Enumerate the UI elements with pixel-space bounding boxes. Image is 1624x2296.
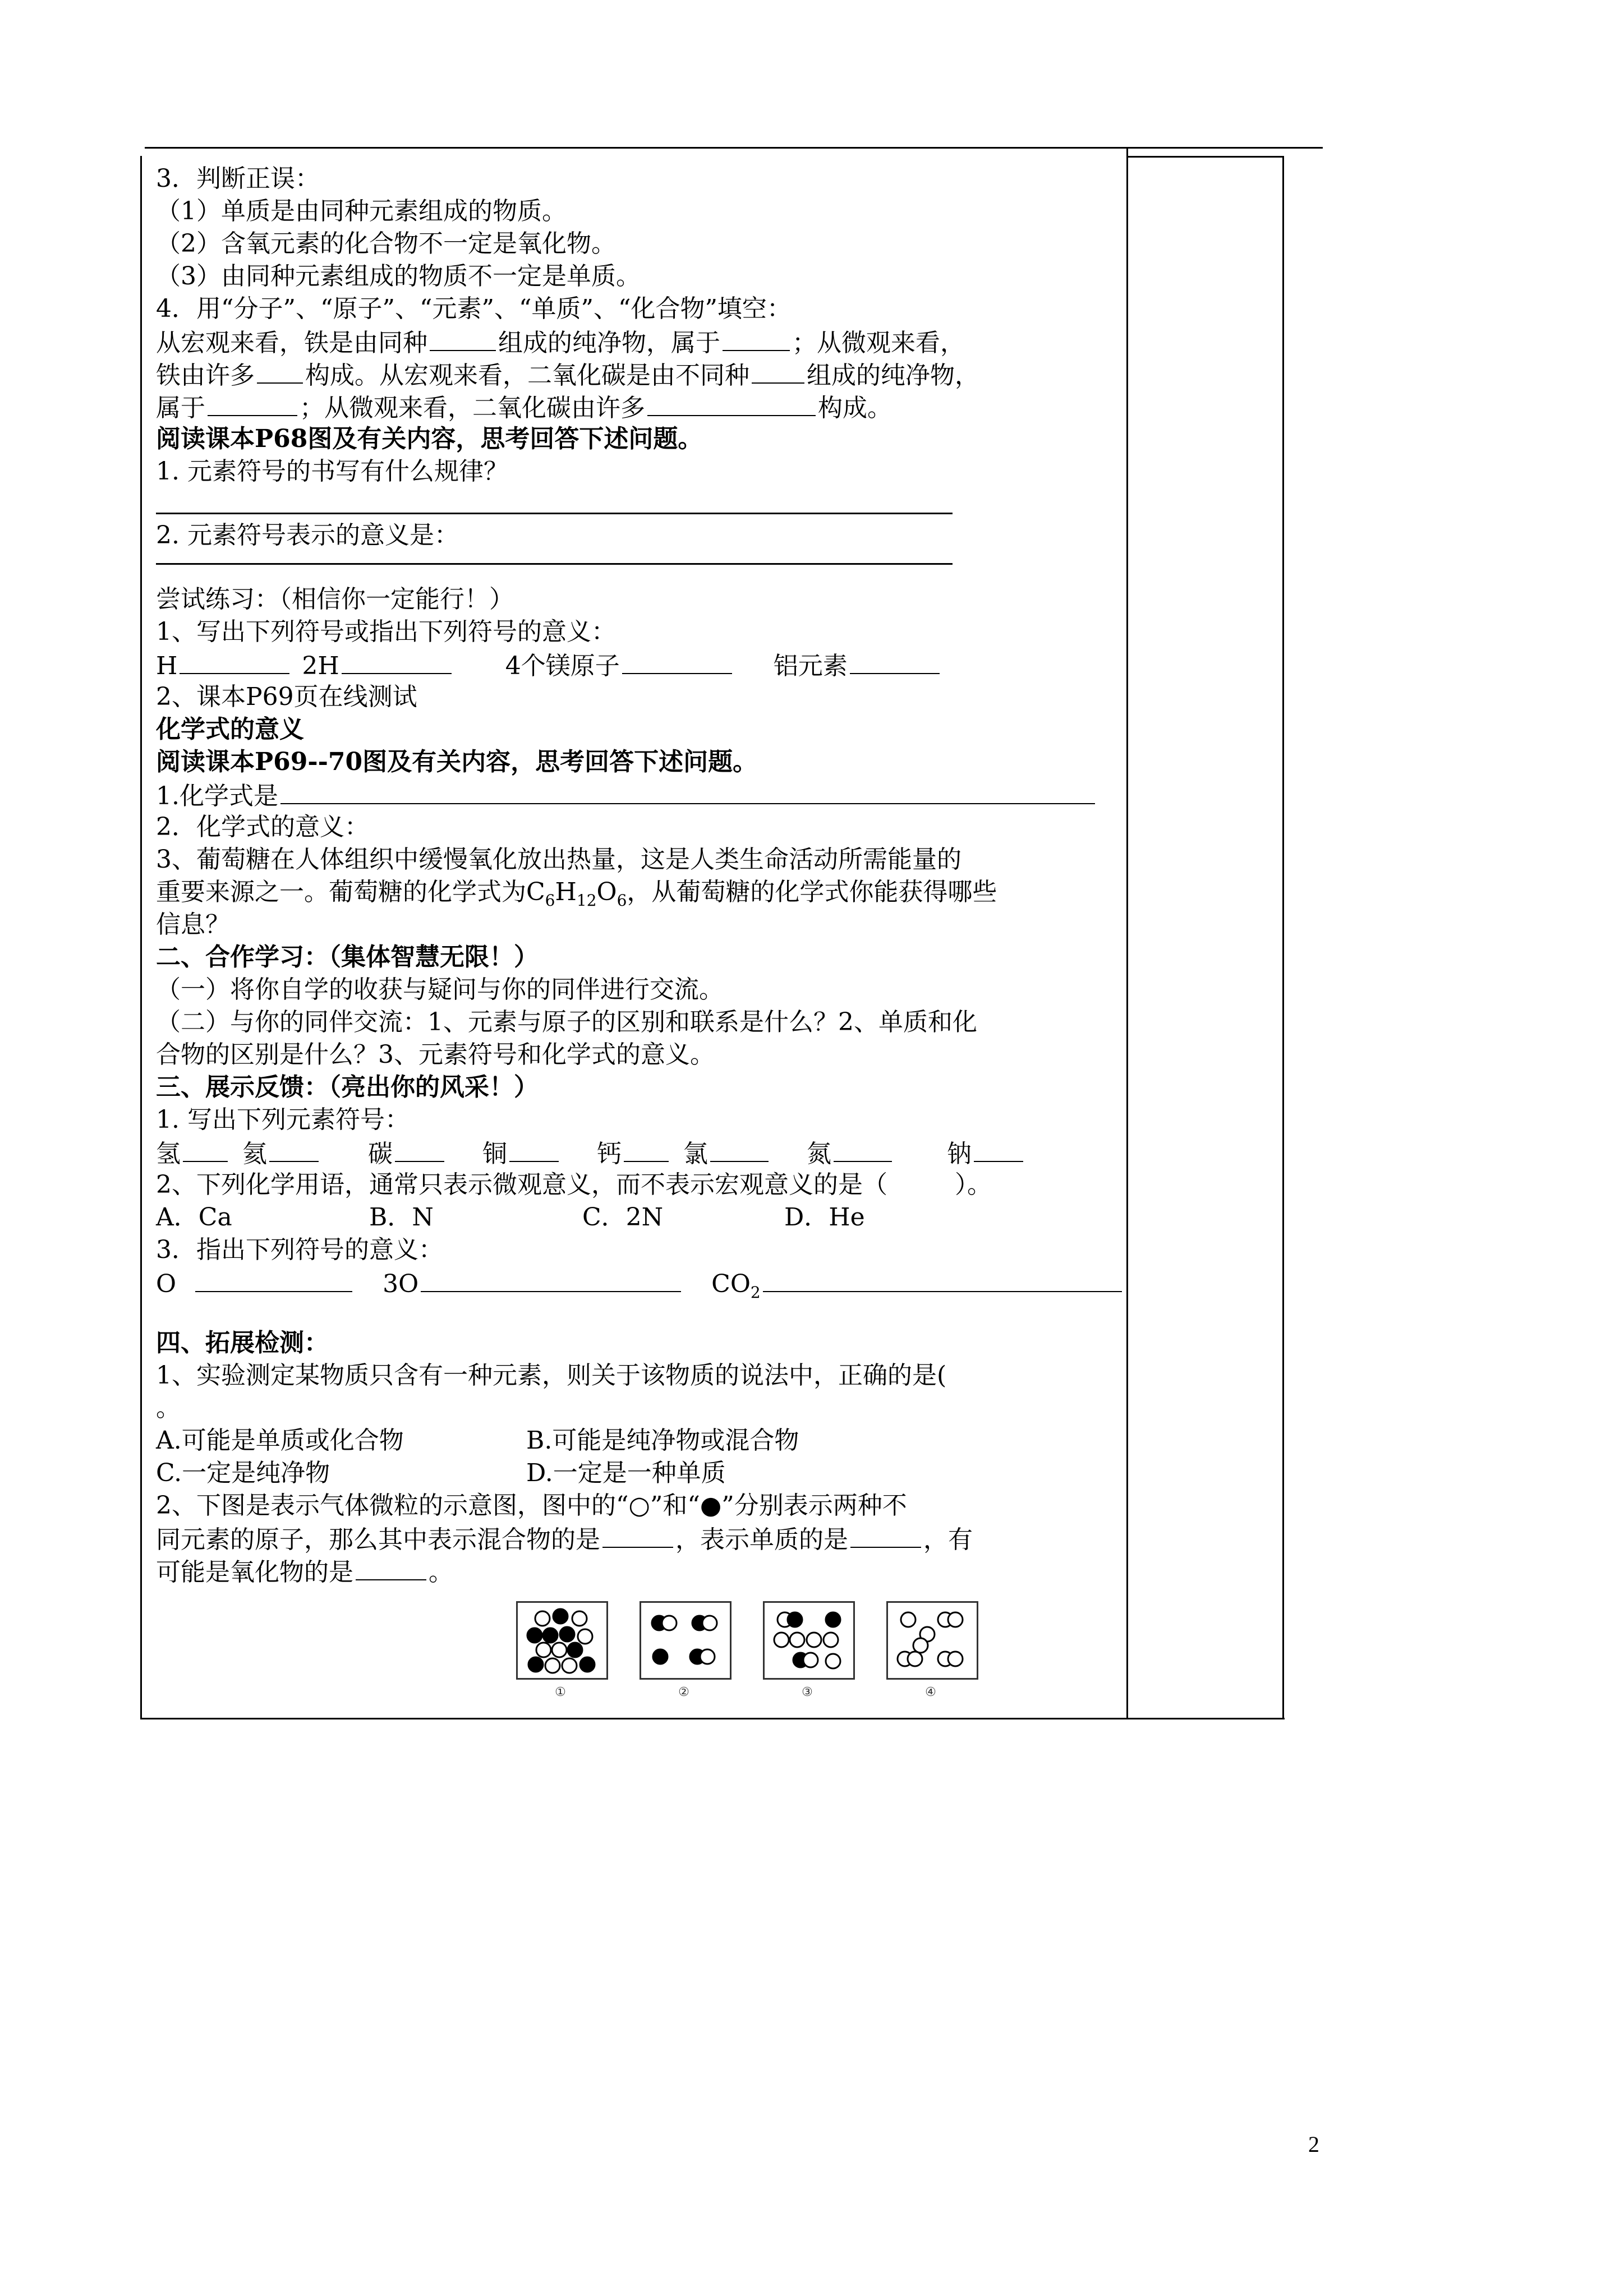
line-22: 信息？ <box>156 910 230 939</box>
table-bottom-border <box>140 1718 1285 1719</box>
element-item <box>482 1140 561 1168</box>
diagram-box-3 <box>763 1601 855 1680</box>
element-item <box>156 1140 230 1168</box>
line-35: 1、实验测定某物质只含有一种元素，则关于该物质的说法中，正确的是( <box>156 1361 947 1390</box>
line-15: 2、课本P69页在线测试 <box>156 683 417 711</box>
diagram-box-1 <box>516 1601 608 1680</box>
blank-field[interactable] <box>624 1136 669 1162</box>
line-1: 3．判断正误： <box>156 164 320 193</box>
blank-field[interactable] <box>763 1266 1122 1292</box>
subscript: 6 <box>545 891 555 910</box>
element-item <box>242 1140 321 1168</box>
text: 氦 <box>242 1140 267 1168</box>
blank-field[interactable] <box>269 1136 319 1162</box>
text: 组成的纯净物， <box>807 361 979 390</box>
diagram-box-2 <box>640 1601 732 1680</box>
line-38 <box>156 1457 1132 1490</box>
text: 构成。从宏观来看，二氧化碳是由不同种 <box>305 361 749 390</box>
element-item <box>947 1140 1025 1168</box>
diagram-label-2: ② <box>678 1685 689 1699</box>
line-11: 2. 元素符号表示的意义是： <box>156 521 459 550</box>
diagram-3-particles <box>765 1603 853 1678</box>
blank-field[interactable] <box>974 1136 1023 1162</box>
diagram-label-1: ① <box>555 1685 566 1699</box>
option-a: A．Ca <box>156 1203 232 1232</box>
blank-field[interactable] <box>710 1136 769 1162</box>
text: 碳 <box>368 1140 393 1168</box>
line-7 <box>156 358 1132 390</box>
blank-field[interactable] <box>647 390 816 416</box>
blank-field[interactable] <box>421 1266 681 1292</box>
text: 构成。 <box>818 394 892 422</box>
table-right-top <box>1126 156 1283 158</box>
line-5: 4．用“分子”、“原子”、“元素”、“单质”、“化合物”填空： <box>156 294 792 323</box>
text: 氮 <box>807 1140 831 1168</box>
text: 铝元素 <box>773 652 848 680</box>
diagram-label-3: ③ <box>802 1685 813 1699</box>
blank-field[interactable] <box>208 390 297 416</box>
blank-field[interactable] <box>257 358 303 384</box>
option-c: C．2N <box>582 1203 664 1232</box>
line-37 <box>156 1424 1132 1457</box>
diagram-2-particles <box>641 1603 730 1678</box>
option-b: B．N <box>369 1203 434 1232</box>
text: ，有 <box>923 1525 973 1554</box>
answer-line-2[interactable] <box>156 552 1132 583</box>
blank-field[interactable] <box>850 1522 921 1548</box>
text: 4个镁原子 <box>505 652 620 680</box>
line-24: （一）将你自学的收获与疑问与你的同伴进行交流。 <box>156 975 724 1004</box>
blank-field[interactable] <box>602 1522 673 1548</box>
text: 氯 <box>683 1140 708 1168</box>
text: ，从葡萄糖的化学式你能获得哪些 <box>627 878 997 906</box>
line-17: 阅读课本P69--70图及有关内容，思考回答下述问题。 <box>156 748 758 776</box>
text: CO <box>711 1270 751 1298</box>
line-3: （2）含氧元素的化合物不一定是氧化物。 <box>156 229 616 258</box>
table-left-border <box>140 156 142 1719</box>
blank-field[interactable] <box>356 1555 426 1580</box>
line-36: 。 <box>156 1394 181 1422</box>
worksheet-content <box>156 156 1132 1587</box>
text: 铁由许多 <box>156 361 255 390</box>
blank-field[interactable] <box>622 648 732 674</box>
text: ，表示单质的是 <box>675 1525 848 1554</box>
option-a: A.可能是单质或化合物 <box>156 1426 404 1455</box>
blank-field[interactable] <box>180 648 289 674</box>
text: H <box>156 652 178 680</box>
option-c: C.一定是纯净物 <box>156 1459 330 1487</box>
element-item <box>368 1140 447 1168</box>
text: H <box>555 878 577 906</box>
subscript: 12 <box>576 891 597 910</box>
element-item <box>597 1140 671 1168</box>
text: 组成的纯净物，属于 <box>498 329 720 357</box>
diagram-label-4: ④ <box>925 1685 936 1699</box>
line-27: 三、展示反馈：（亮出你的风采！） <box>156 1073 539 1101</box>
text: 同元素的原子，那么其中表示混合物的是 <box>156 1525 600 1554</box>
particle-diagram-figure <box>516 1601 976 1713</box>
top-rule <box>145 147 1323 149</box>
blank-field[interactable] <box>395 1136 444 1162</box>
line-4: （3）由同种元素组成的物质不一定是单质。 <box>156 262 641 291</box>
line-6 <box>156 325 1132 358</box>
line-28: 1. 写出下列元素符号： <box>156 1105 410 1134</box>
line-34: 四、拓展检测： <box>156 1329 329 1357</box>
line-33 <box>156 1266 1132 1302</box>
text: 钙 <box>597 1140 622 1168</box>
line-19: 2．化学式的意义： <box>156 813 369 841</box>
text: 3O <box>383 1270 419 1298</box>
text: 从宏观来看，铁是由同种 <box>156 329 427 357</box>
text: 1.化学式是 <box>156 782 278 810</box>
blank-field[interactable] <box>723 325 790 351</box>
line-8 <box>156 390 1132 423</box>
text: 铜 <box>482 1140 507 1168</box>
blank-field[interactable] <box>183 1136 228 1162</box>
line-39: 2、下图是表示气体微粒的示意图，图中的“○”和“●”分别表示两种不 <box>156 1491 907 1520</box>
table-right-border <box>1282 156 1284 1719</box>
answer-line-1[interactable] <box>156 488 1132 519</box>
line-40 <box>156 1522 1132 1555</box>
text: ）。 <box>955 1170 992 1199</box>
element-item <box>683 1140 771 1168</box>
text: 钠 <box>947 1140 972 1168</box>
line-25: （二）与你的同伴交流：1、元素与原子的区别和联系是什么？2、单质和化 <box>156 1008 977 1036</box>
text: 。 <box>429 1558 453 1587</box>
line-21 <box>156 876 1132 909</box>
option-d: D.一定是一种单质 <box>526 1459 726 1487</box>
blank-field[interactable] <box>195 1266 352 1292</box>
spacer <box>156 1299 1132 1327</box>
diagram-box-4 <box>886 1601 978 1680</box>
blank-field[interactable] <box>509 1136 559 1162</box>
page-number: 2 <box>1308 2132 1319 2157</box>
text: O <box>156 1270 177 1298</box>
text: O <box>596 878 617 906</box>
subscript: 2 <box>750 1283 761 1302</box>
line-18 <box>156 778 1132 811</box>
line-26: 合物的区别是什么？3、元素符号和化学式的意义。 <box>156 1040 715 1069</box>
text: ；从微观来看， <box>792 329 965 357</box>
line-29 <box>156 1136 1132 1169</box>
text: 属于 <box>156 394 205 422</box>
blank-field[interactable] <box>850 648 940 674</box>
line-14 <box>156 648 1132 681</box>
blank-field[interactable] <box>430 325 496 351</box>
line-12: 尝试练习：（相信你一定能行！） <box>156 585 514 614</box>
text: 2H <box>302 652 339 680</box>
line-9: 阅读课本P68图及有关内容，思考回答下述问题。 <box>156 425 703 453</box>
option-b: B.可能是纯净物或混合物 <box>526 1426 799 1455</box>
element-item <box>807 1140 894 1168</box>
diagram-4-particles <box>888 1603 977 1678</box>
line-41 <box>156 1555 1132 1587</box>
text: ；从微观来看，二氧化碳由许多 <box>300 394 645 422</box>
text: 可能是氧化物的是 <box>156 1558 353 1587</box>
line-13: 1、写出下列符号或指出下列符号的意义： <box>156 617 616 646</box>
option-d: D．He <box>784 1203 865 1232</box>
line-23: 二、合作学习：（集体智慧无限！） <box>156 943 539 971</box>
line-10: 1. 元素符号的书写有什么规律？ <box>156 457 508 486</box>
blank-field[interactable] <box>752 358 804 384</box>
blank-field[interactable] <box>834 1136 892 1162</box>
blank-field[interactable] <box>280 778 1095 804</box>
blank-field[interactable] <box>342 648 452 674</box>
line-32: 3．指出下列符号的意义： <box>156 1235 443 1264</box>
line-30 <box>156 1169 1132 1201</box>
text: 氢 <box>156 1140 181 1168</box>
text: 重要来源之一。葡萄糖的化学式为C <box>156 878 545 906</box>
subscript: 6 <box>617 891 627 910</box>
line-2: （1）单质是由同种元素组成的物质。 <box>156 197 567 225</box>
diagram-1-particles <box>518 1603 606 1678</box>
line-20: 3、葡萄糖在人体组织中缓慢氧化放出热量，这是人类生命活动所需能量的 <box>156 845 961 874</box>
line-16: 化学式的意义 <box>156 715 304 744</box>
text: 2、下列化学用语，通常只表示微观意义，而不表示宏观意义的是（ <box>156 1170 887 1199</box>
line-31 <box>156 1201 1132 1234</box>
